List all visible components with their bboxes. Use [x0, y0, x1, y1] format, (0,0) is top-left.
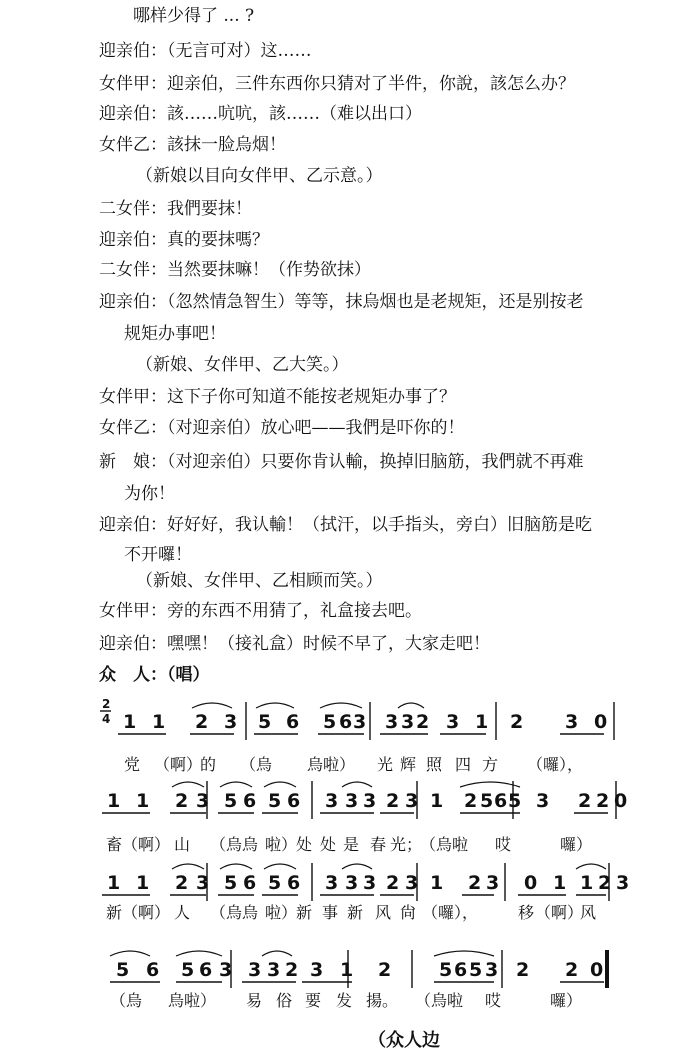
slur-mark	[262, 951, 292, 956]
note-number: 1	[475, 711, 489, 733]
lyric-syllable: 处	[320, 835, 337, 854]
dialogue-line: 迎亲伯：嘿嘿！（接礼盒）时候不早了，大家走吧！	[99, 634, 490, 654]
lyric-syllable: 辉	[400, 755, 417, 774]
lyric-syllable: 山	[174, 835, 191, 854]
time-signature-top: 2	[102, 697, 111, 711]
note-number: 6	[287, 872, 301, 894]
slur-mark	[460, 782, 520, 787]
dialogue-line: 迎亲伯：（无言可对）这……	[99, 41, 312, 61]
note-number: 3	[196, 872, 210, 894]
notation-system-3	[102, 863, 629, 922]
note-number: 1	[553, 872, 567, 894]
dialogue-line: 二女伴：我們要抹！	[99, 199, 252, 219]
slur-mark	[398, 703, 424, 708]
note-number: 5	[268, 790, 282, 812]
lyric-syllable: 四	[455, 755, 472, 774]
dialogue-line: 迎亲伯：真的要抹嗎？	[99, 230, 269, 250]
dialogue-line: 女伴甲：迎亲伯，三件东西你只猜对了半件，你說，該怎么办？	[99, 74, 575, 94]
slur-mark	[342, 864, 372, 869]
note-number: 5	[258, 711, 272, 733]
lyric-syllable: （烏	[210, 903, 243, 922]
note-number: 3	[616, 872, 630, 894]
note-number: 3	[325, 790, 339, 812]
note-number: 1	[430, 790, 444, 812]
note-number: 3	[310, 959, 324, 981]
slur-mark	[172, 782, 204, 787]
time-signature	[100, 697, 111, 726]
dialogue-line-continued: 为你！	[124, 484, 175, 504]
note-number: 5	[469, 959, 483, 981]
stage-direction: （新娘以目向女伴甲、乙示意。）	[136, 166, 383, 186]
lyric-syllable: 烏啦）	[168, 991, 217, 1010]
stage-direction: （新娘、女伴甲、乙大笑。）	[136, 355, 349, 375]
note-number: 6	[287, 790, 301, 812]
lyric-syllable: 春	[370, 835, 387, 854]
lyric-syllable: 光；	[390, 835, 423, 854]
lyric-syllable: 事	[322, 903, 339, 922]
slur-mark	[264, 782, 296, 787]
lyric-syllable: 党	[124, 755, 141, 774]
slur-mark	[342, 782, 372, 787]
note-number: 5	[116, 959, 130, 981]
note-number: 3	[224, 711, 238, 733]
note-number: 5	[268, 872, 282, 894]
note-number: 2	[285, 959, 299, 981]
note-number: 6	[339, 711, 353, 733]
note-number: 3	[363, 790, 377, 812]
lyric-syllable: 新	[106, 903, 123, 922]
lyric-syllable: 烏	[242, 835, 259, 854]
note-number: 1	[152, 711, 166, 733]
lyric-syllable: （烏	[210, 835, 243, 854]
note-number: 3	[536, 790, 550, 812]
note-number: 6	[454, 959, 468, 981]
lyric-syllable: 囉）	[550, 991, 583, 1010]
note-number: 1	[107, 790, 121, 812]
slur-mark	[320, 703, 362, 708]
note-number: 3	[219, 959, 233, 981]
lyric-syllable: 移	[518, 903, 535, 922]
note-number: 3	[486, 872, 500, 894]
note-number: 2	[416, 711, 430, 733]
note-number: 2	[386, 872, 400, 894]
slur-mark	[220, 864, 252, 869]
note-number: 6	[286, 711, 300, 733]
note-number: 3	[485, 959, 499, 981]
lyric-syllable: （啊）	[154, 755, 203, 774]
stage-direction-footer: （众人边	[368, 1030, 440, 1051]
lyric-syllable: 风	[375, 903, 392, 922]
lyric-syllable: 新	[296, 903, 313, 922]
note-number: 6	[243, 872, 257, 894]
note-number: 5	[323, 711, 337, 733]
lyric-syllable: （囉），	[422, 903, 479, 922]
note-number: 1	[107, 872, 121, 894]
dialogue-line: 迎亲伯：該……吭吭，該……（难以出口）	[99, 104, 422, 124]
note-number: 1	[430, 872, 444, 894]
note-number: 2	[175, 790, 189, 812]
slur-mark	[220, 782, 252, 787]
slur-mark	[192, 703, 232, 708]
note-number: 5	[439, 959, 453, 981]
note-number: 3	[405, 872, 419, 894]
lyric-syllable: 处	[296, 835, 313, 854]
dialogue-line: 二女伴：当然要抹嘛！（作势欲抹）	[99, 260, 371, 280]
note-number: 2	[516, 959, 530, 981]
dialogue-line: 迎亲伯：（忽然情急智生）等等，抹烏烟也是老规矩，还是别按老	[99, 292, 584, 312]
note-number: 5	[480, 790, 494, 812]
note-number: 6	[146, 959, 160, 981]
note-number: 0	[614, 790, 628, 812]
slur-mark	[110, 951, 150, 956]
lyric-syllable: 哎	[485, 991, 502, 1010]
note-number: 3	[446, 711, 460, 733]
lyric-syllable: 俗	[276, 991, 293, 1010]
note-number: 1	[136, 872, 150, 894]
note-number: 2	[378, 959, 392, 981]
note-number: 1	[340, 959, 354, 981]
note-number: 3	[248, 959, 262, 981]
dialogue-line: 哪样少得了 ... ?	[133, 6, 255, 26]
dialogue-line: 女伴甲：旁的东西不用猜了，礼盒接去吧。	[99, 601, 422, 621]
time-signature-bottom: 4	[102, 712, 111, 726]
lyric-syllable: 人	[174, 903, 191, 922]
notation-system-2	[102, 781, 627, 854]
lyric-syllable: 揚。	[366, 991, 399, 1010]
note-number: 5	[181, 959, 195, 981]
dialogue-line: 女伴乙：該抹一脸烏烟！	[99, 135, 286, 155]
lyric-syllable: 啦）	[265, 903, 298, 922]
note-number: 3	[401, 711, 415, 733]
note-number: 3	[405, 790, 419, 812]
lyric-syllable: （啊）	[122, 903, 171, 922]
note-number: 3	[196, 790, 210, 812]
note-number: 2	[175, 872, 189, 894]
lyric-syllable: （烏	[240, 755, 273, 774]
lyric-syllable: 风	[580, 903, 597, 922]
lyric-syllable: 新	[347, 903, 364, 922]
notation-system-4	[110, 950, 607, 1010]
slur-mark	[172, 864, 204, 869]
lyric-syllable: 啦）	[265, 835, 298, 854]
slur-mark	[434, 951, 494, 956]
note-number: 3	[565, 711, 579, 733]
note-number: 3	[385, 711, 399, 733]
lyric-syllable: 发	[336, 991, 353, 1010]
slur-mark	[264, 864, 296, 869]
lyric-syllable: 烏啦）	[307, 755, 356, 774]
dialogue-line: 迎亲伯：好好好，我认輸！（拭汗，以手指头，旁白）旧脑筋是吃	[99, 515, 592, 535]
lyric-syllable: 哎	[495, 835, 512, 854]
note-number: 6	[494, 790, 508, 812]
lyric-syllable: 畜	[106, 835, 123, 854]
lyric-syllable: （囉），	[527, 755, 584, 774]
note-number: 3	[345, 790, 359, 812]
note-number: 5	[224, 790, 238, 812]
song-heading: 众 人：（唱）	[99, 665, 210, 685]
lyric-syllable: （烏啦	[415, 991, 464, 1010]
note-number: 1	[136, 790, 150, 812]
lyric-syllable: 方	[482, 755, 499, 774]
note-number: 3	[345, 872, 359, 894]
slur-mark	[576, 864, 606, 869]
note-number: 2	[578, 790, 592, 812]
dialogue-line-continued: 不开囉！	[124, 545, 192, 565]
lyric-syllable: 囉）	[560, 835, 593, 854]
note-number: 1	[123, 711, 137, 733]
lyric-syllable: 照	[426, 755, 443, 774]
note-number: 5	[508, 790, 522, 812]
dialogue-line: 女伴甲：这下子你可知道不能按老规矩办事了？	[99, 387, 456, 407]
note-number: 2	[598, 872, 612, 894]
lyric-syllable: （啊）	[122, 835, 171, 854]
stage-direction: （新娘、女伴甲、乙相顾而笑。）	[136, 571, 383, 591]
note-number: 0	[590, 959, 604, 981]
dialogue-line: 女伴乙：（对迎亲伯）放心吧——我們是吓你的！	[99, 418, 465, 438]
note-number: 0	[524, 872, 538, 894]
dialogue-line: 新 娘：（对迎亲伯）只要你肯认輸，换掉旧脑筋，我們就不再难	[99, 452, 584, 472]
note-number: 6	[243, 790, 257, 812]
lyric-syllable: 要	[305, 991, 322, 1010]
note-number: 2	[565, 959, 579, 981]
lyric-syllable: （啊）	[535, 903, 584, 922]
note-number: 3	[267, 959, 281, 981]
note-number: 1	[580, 872, 594, 894]
note-number: 5	[224, 872, 238, 894]
note-number: 2	[195, 711, 209, 733]
note-number: 2	[510, 711, 524, 733]
slur-mark	[176, 951, 222, 956]
lyric-syllable: 是	[343, 835, 360, 854]
lyric-syllable: 烏	[242, 903, 259, 922]
note-number: 2	[596, 790, 610, 812]
note-number: 3	[363, 872, 377, 894]
slur-mark	[256, 703, 294, 708]
note-number: 2	[386, 790, 400, 812]
note-number: 0	[594, 711, 608, 733]
lyric-syllable: 的	[200, 755, 217, 774]
lyric-syllable: （烏	[110, 991, 143, 1010]
dialogue-line-continued: 规矩办事吧！	[124, 324, 226, 344]
lyric-syllable: 尙	[400, 903, 417, 922]
note-number: 2	[464, 790, 478, 812]
lyric-syllable: 易	[246, 991, 263, 1010]
note-number: 3	[353, 711, 367, 733]
note-number: 2	[468, 872, 482, 894]
note-number: 6	[199, 959, 213, 981]
lyric-syllable: 光	[377, 755, 394, 774]
notation-system-1	[118, 702, 614, 774]
note-number: 3	[325, 872, 339, 894]
lyric-syllable: （烏啦	[420, 835, 469, 854]
